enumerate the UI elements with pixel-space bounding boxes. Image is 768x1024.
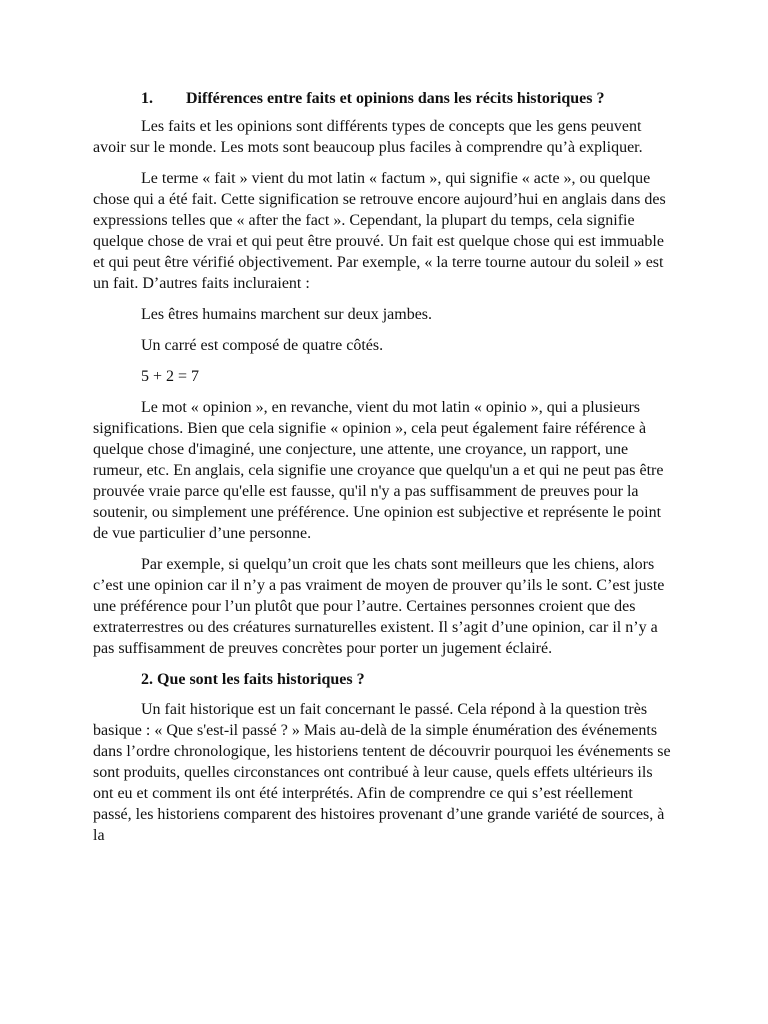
- section-1-paragraph-1: Les faits et les opinions sont différents types de concepts que les gens peuvent avoir sur le monde. Les mots sont beaucoup plus faciles à comprendre qu’à expliquer.: [93, 118, 643, 156]
- fact-example-3: 5 + 2 = 7: [141, 368, 200, 385]
- document-page: [93, 88, 675, 856]
- section-1-number: 1.: [141, 90, 153, 107]
- section-2-paragraph-1: Un fait historique est un fait concernant le passé. Cela répond à la question très basique : « Que s'est-il passé ? » Mais au-delà de la simple énumération des événements dans l’ordre chronologique, les historiens tentent de découvrir pourquoi les événements se sont produits, quelles circonstances ont contribué à leur cause, quels effets ultérieurs ils ont eu et comment ils ont été interprétés. Afin de comprendre ce qui s’est réellement passé, les historiens comparent des histoires provenant d’une grande variété de sources, à la: [93, 701, 671, 844]
- section-1-title: Différences entre faits et opinions dans les récits historiques ?: [186, 90, 605, 107]
- fact-example-2: Un carré est composé de quatre côtés.: [141, 337, 384, 354]
- fact-example-1: Les êtres humains marchent sur deux jambes.: [141, 306, 433, 323]
- section-1-paragraph-2: Le terme « fait » vient du mot latin « factum », qui signifie « acte », ou quelque chose qui a été fait. Cette signification se retrouve encore aujourd’hui en anglais dans des expressions telles que « after the fact ». Cependant, la plupart du temps, cela signifie quelque chose de vrai et qui peut être prouvé. Un fait est quelque chose qui est immuable et qui peut être vérifié objectivement. Par exemple, « la terre tourne autour du soleil » est un fait. D’autres faits incluraient :: [93, 170, 666, 292]
- section-1-paragraph-4: Par exemple, si quelqu’un croit que les chats sont meilleurs que les chiens, alors c’est une opinion car il n’y a pas vraiment de moyen de prouver qu’ils le sont. C’est juste une préférence pour l’un plutôt que pour l’autre. Certaines personnes croient que des extraterrestres ou des créatures surnaturelles existent. Il s’agit d’une opinion, car il n’y a pas suffisamment de preuves concrètes pour porter un jugement éclairé.: [93, 556, 665, 657]
- section-1-paragraph-3: Le mot « opinion », en revanche, vient du mot latin « opinio », qui a plusieurs significations. Bien que cela signifie « opinion », cela peut également faire référence à quelque chose d'imaginé, une conjecture, une attente, une croyance, un rapport, une rumeur, etc. En anglais, cela signifie une croyance que quelqu'un a et qui ne peut pas être prouvée vraie parce qu'elle est fausse, qu'il n'y a pas suffisamment de preuves pour la soutenir, ou simplement une préférence. Une opinion est subjective et représente le point de vue particulier d’une personne.: [93, 399, 664, 542]
- section-1-heading: [93, 88, 675, 109]
- section-2-heading: 2. Que sont les faits historiques ?: [141, 671, 365, 688]
